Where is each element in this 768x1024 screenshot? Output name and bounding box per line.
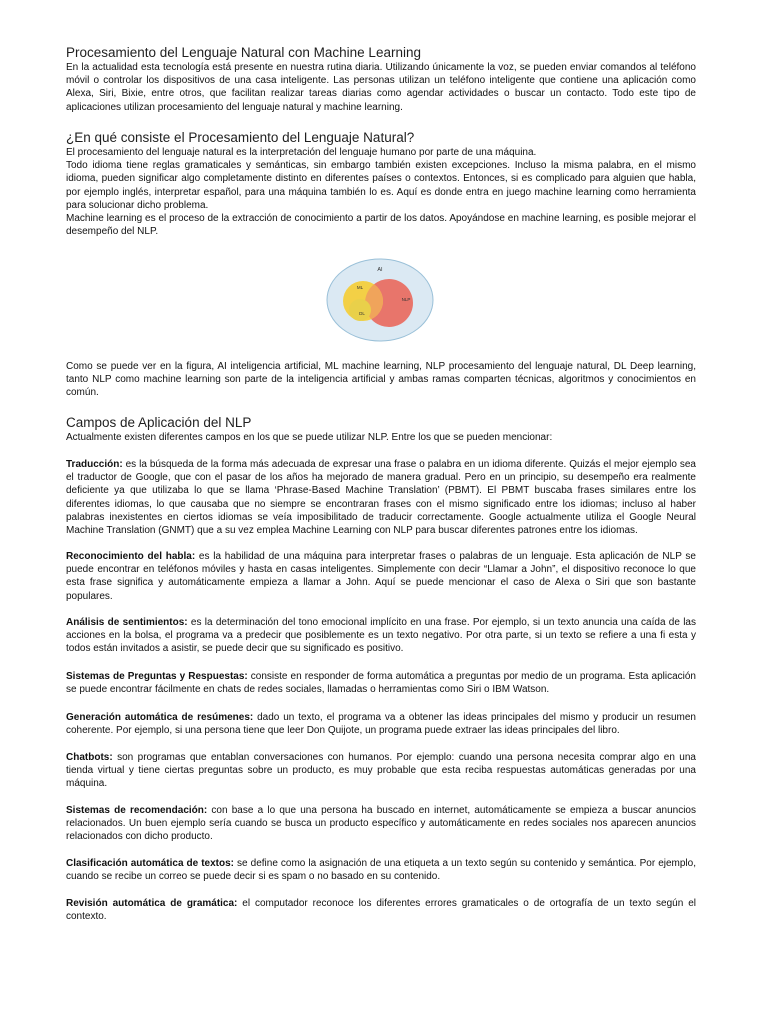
field-item-speech [66,550,696,603]
field-item-text [66,616,696,656]
field-item-translation [66,458,696,537]
fields-intro: Actualmente existen diferentes campos en los que se puede utilizar NLP. Entre los que se pueden mencionar: [66,432,553,443]
field-item-text [66,857,696,883]
field-item-description: consiste en responder de forma automática a preguntas por medio de un programa. Esta aplicación se puede encontrar fácilmente en chats de redes sociales, llamadas o herramientas como Siri o IBM Watson. [66,671,696,696]
field-item-term: Sistemas de recomendación: [66,805,208,816]
definition-section [66,129,696,238]
field-item-term: Análisis de sentimientos: [66,617,188,628]
field-item-description: se define como la asignación de una etiqueta a un texto según su contenido y semántica. Por ejemplo, cuando se recibe un correo se puede decir si es spam o no basado en su contenido. [66,858,696,883]
field-item-term: Clasificación automática de textos: [66,858,235,869]
definition-paragraph-2: Todo idioma tiene reglas gramaticales y semánticas, sin embargo también existen excepciones. Incluso la misma palabra, en el mismo idioma, pueden significar algo completamente distinto en diferentes países o contextos. Entonces, si es complicado para alguien que habla, por ejemplo inglés, interpretar español, para una máquina también lo es. Aquí es donde entra en juego machine learning como herramienta para solucionar dicho problema. [66,160,696,211]
field-item-term: Traducción: [66,459,123,470]
figure-caption: Como se puede ver en la figura, AI inteligencia artificial, ML machine learning, NLP procesamiento del lenguaje natural, DL Deep learning, tanto NLP como machine learning son parte de la inteligencia artificial y ambas ramas comparten técnicas, algoritmos y conocimientos en común. [66,361,696,399]
ai-venn-diagram [320,253,440,343]
dl-circle [349,299,371,321]
intro-title: Procesamiento del Lenguaje Natural con Machine Learning [66,45,421,60]
field-item-text [66,458,696,537]
field-item-sentiment [66,616,696,656]
field-item-description: dado un texto, el programa va a obtener las ideas principales del mismo y producir un resumen coherente. Por ejemplo, si una persona tiene que leer Don Quijote, un programa puede extraer las ideas principales del libro. [66,712,696,737]
field-item-term: Revisión automática de gramática: [66,898,238,909]
ai-label: AI [377,267,383,273]
field-item-description: es la habilidad de una máquina para interpretar frases o palabras de un lenguaje. Esta aplicación de NLP se puede encontrar en teléfonos móviles y hasta en casas inteligentes. Simplemente con decir “Llamar a John”, el dispositivo reconoce lo que esta frase significa y automáticamente empieza a llamar a John. Aquí se puede mencionar el caso de Alexa o Siri que son bastante populares. [66,551,696,602]
field-item-text [66,550,696,603]
field-item-term: Chatbots: [66,752,113,763]
definition-title: ¿En qué consiste el Procesamiento del Lenguaje Natural? [66,130,415,145]
field-item-classification [66,857,696,883]
field-item-text [66,804,696,844]
field-item-description: con base a lo que una persona ha buscado en internet, automáticamente se empieza a buscar anuncios relacionados. Un buen ejemplo sería cuando se busca un producto específico y automáticamente en redes sociales nos aparecen anuncios relacionados con dicho producto. [66,805,696,843]
fields-section [66,414,696,444]
field-item-recommendation [66,804,696,844]
field-item-text [66,897,696,923]
intro-paragraph: En la actualidad esta tecnología está presente en nuestra rutina diaria. Utilizando únicamente la voz, se pueden enviar comandos al teléfono móvil o controlar los dispositivos de una casa inteligente. Las personas utilizan un teléfono inteligente que contiene una aplicación como Alexa, Siri, Bixie, entre otros, que facilitan realizar tareas diarias como agendar actividades o buscar un contacto. Todo este tipo de aplicaciones utilizan procesamiento del lenguaje natural y machine learning. [66,62,696,113]
field-item-description: es la determinación del tono emocional implícito en una frase. Por ejemplo, si un texto anuncia una caída de las acciones en la bolsa, el programa va a predecir que posiblemente es un texto negativo. Por otra parte, si un texto se refiere a una fi esta y todos están invitados a asistir, se puede decir que su significado es positivo. [66,617,696,655]
figure-caption-section [66,360,696,400]
field-item-text [66,670,696,696]
field-item-qa [66,670,696,696]
fields-title: Campos de Aplicación del NLP [66,415,252,430]
definition-paragraph-1: El procesamiento del lenguaje natural es la interpretación del lenguaje humano por parte de una máquina. [66,147,537,158]
field-item-description: es la búsqueda de la forma más adecuada de expresar una frase o palabra en un idioma diferente. Quizás el mejor ejemplo sea el traductor de Google, que con el pasar de los años ha mejorado de manera gradual. Pero en un principio, su desempeño era realmente deficiente ya que utilizaba lo que se llama ‘Phrase-Based Machine Translation’ (PBMT). El PBMT buscaba frases similares entre los diferentes idiomas, lo que causaba que no siempre se encontraran frases con el mismo significado entre los idiomas; incluso al haber palabras inexistentes en ciertos idiomas se veía imposibilitado de traducir correctamente. Google actualmente utiliza el Google Neural Machine Translation (GNMT) que a su vez emplea Machine Learning con NLP para buscar diferentes patrones entre los idiomas. [66,459,696,537]
field-item-text [66,711,696,737]
field-item-term: Reconocimiento del habla: [66,551,196,562]
field-item-description: el computador reconoce los diferentes errores gramaticales o de ortografía de un texto según el contexto. [66,898,696,923]
nlp-label: NLP [401,297,411,302]
definition-paragraph-3: Machine learning es el proceso de la extracción de conocimiento a partir de los datos. Apoyándose en machine learning, es posible mejorar el desempeño del NLP. [66,213,696,238]
field-item-summaries [66,711,696,737]
field-item-text [66,751,696,791]
field-item-term: Generación automática de resúmenes: [66,712,254,723]
dl-label: DL [359,311,365,316]
field-item-grammar [66,897,696,923]
field-item-description: son programas que entablan conversaciones con humanos. Por ejemplo: cuando una persona necesita comprar algo en una tienda virtual y tiene ciertas preguntas sobre un producto, es muy probable que esta reciba respuestas automáticas generadas por una máquina. [66,752,696,790]
ml-label: ML [356,285,364,290]
intro-section [66,44,696,114]
field-item-chatbots [66,751,696,791]
field-item-term: Sistemas de Preguntas y Respuestas: [66,671,248,682]
